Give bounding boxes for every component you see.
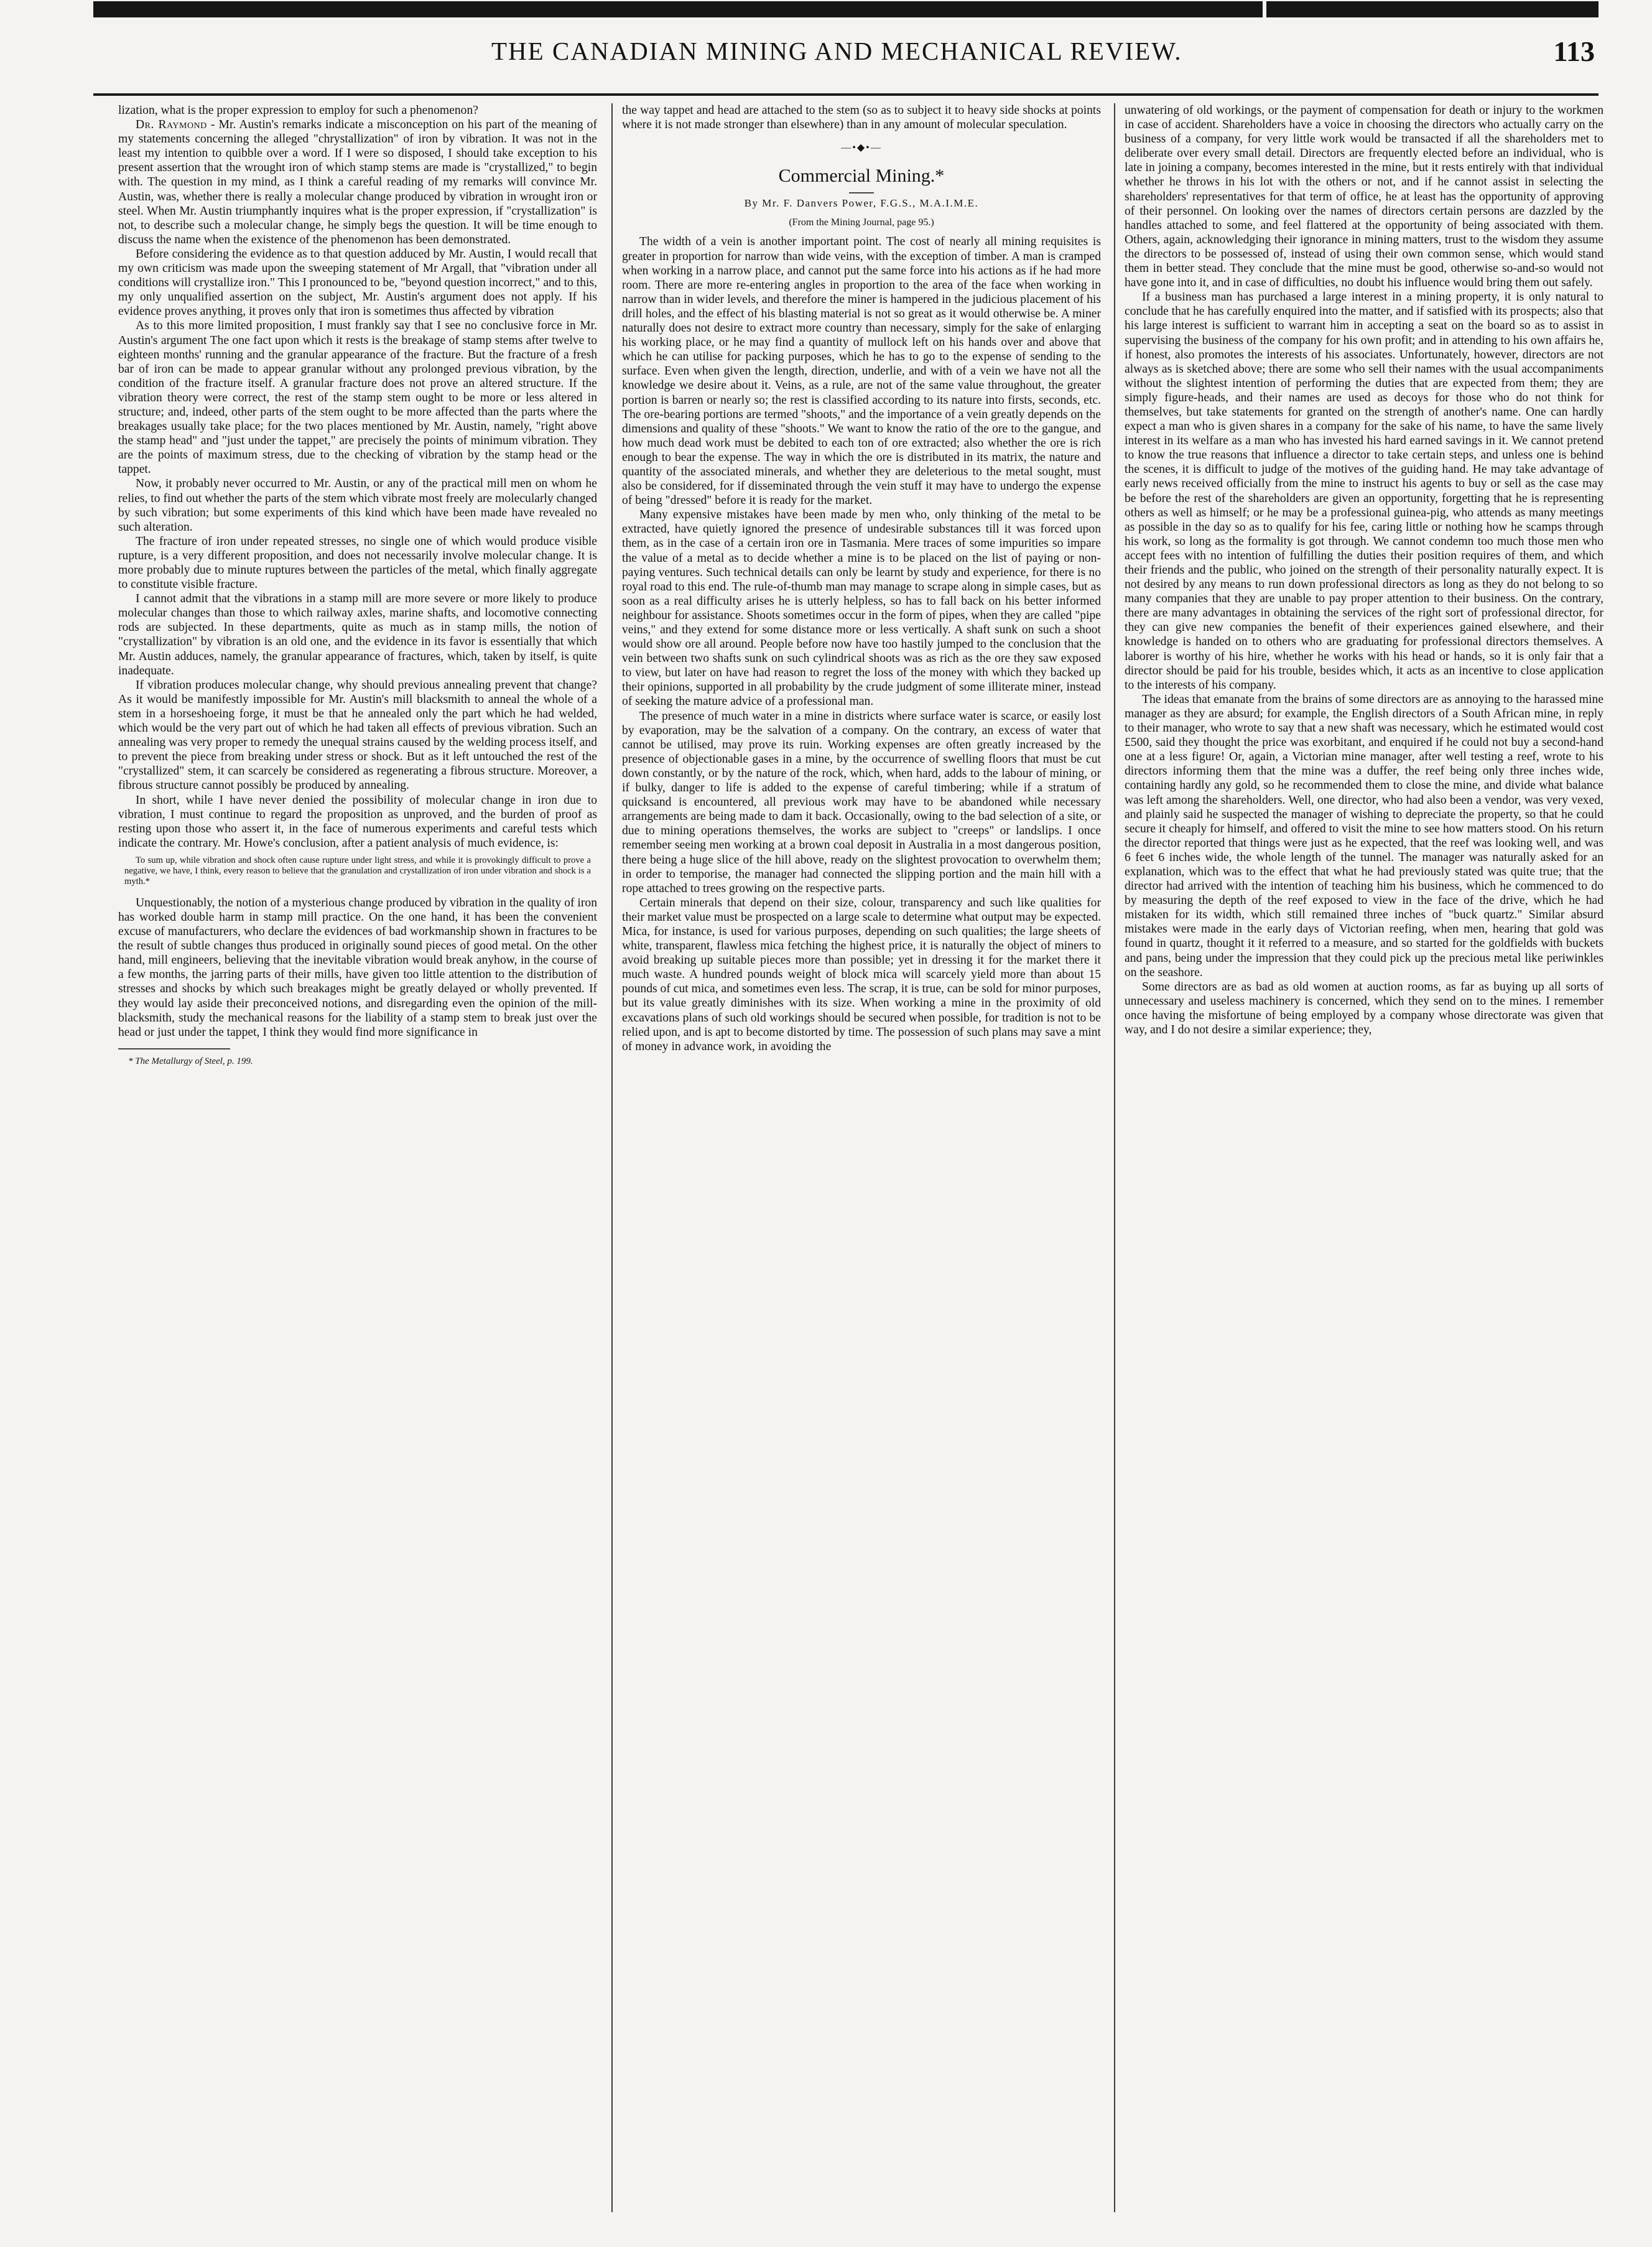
paragraph: I cannot admit that the vibrations in a stamp mill are more severe or more likely to produce molecular changes than those to which railway axles, marine shafts, and locomotive connecting rods are subjected. In these departments, quite as much as in stamp mills, the notion of "crystallization" by vibration is an old one, and the evidence in its favor is essentially that which Mr. Austin adduces, namely, the granular appearance of fractures, which, taken by itself, is quite inadequate. [118, 592, 597, 677]
paragraph: If vibration produces molecular change, why should previous annealing prevent that change? As it would be manifestly impossible for Mr. Austin's mill blacksmith to anneal the whole of a stem in a horseshoeing forge, it must be that he annealed only the part which he had welded, which would be the very part out of which he had taken all effects of previous vibration. Such an annealing was very proper to remedy the unequal strains caused by the welding process itself, and to prevent the piece from breaking under stress or shock. But as it left untouched the rest of the "crystallized" stem, it can scarcely be considered as regenerating a fibrous structure. Moreover, a fibrous structure cannot possibly be produced by annealing. [118, 678, 597, 793]
paragraph: the way tappet and head are attached to the stem (so as to subject it to heavy side shocks at points where it is not made stronger than elsewhere) than in any amount of molecular speculation. [622, 104, 1101, 132]
speaker-name: Dr. Raymond [136, 118, 207, 132]
paragraph: The width of a vein is another important point. The cost of nearly all mining requisites is greater in proportion for narrow than wide veins, with the exception of timber. A man is cramped when working in a narrow place, and cannot put the same force into his actions as if he had more room. There are more re-entering angles in proportion to the area of the face when working in narrow than in wider levels, and therefore the miner is hampered in the judicious placement of his drill holes, and the effect of his blasting material is not so great as it would otherwise be. A miner naturally does not desire to extract more country than necessary, simply for the sake of enlarging his working place, or he may find a quantity of mullock left on his hands over and above that which he can utilise for packing purposes, which he has to go to the expense of sending to the surface. Even when given the length, direction, underlie, and with of a vein we have not all the knowledge we desire about it. Veins, as a rule, are not of the same value throughout, the greater portion is barren or nearly so; the rest is classified according to its nature into firsts, seconds, etc. The ore-bearing portions are termed "shoots," and the importance of a vein greatly depends on the dimensions and quality of these "shoots." We want to know the ratio of the ore to the gangue, and how much dead work must be debited to each ton of ore extracted; also whether the ore is rich enough to bear the expense. The way in which the ore is distributed in its matrix, the nature and quantity of the associated minerals, and whether they are deleterious to the metal sought, must also be considered, for if disseminated through the vein stuff it may have to undergo the expense of being "dressed" before it is ready for the market. [622, 235, 1101, 508]
column-1 [118, 103, 597, 2209]
paragraph: Now, it probably never occurred to Mr. Austin, or any of the practical mill men on whom he relies, to find out whether the parts of the stem which vibrate most freely are molecularly changed by such vibration; but some experiments of this kind which have been made have revealed no such alteration. [118, 477, 597, 534]
paragraph: Some directors are as bad as old women at auction rooms, as far as buying up all sorts of unnecessary and useless machinery is concerned, which they send on to the mines. I remember once having the misfortune of being employed by a company whose directorate was given that way, and I do not desire a similar experience; they, [1125, 980, 1603, 1036]
top-border-bar [93, 1, 1599, 17]
page-header [93, 36, 1599, 80]
column-3 [1125, 103, 1603, 2212]
title-rule [849, 192, 874, 193]
paragraph: Many expensive mistakes have been made by men who, only thinking of the metal to be extracted, have quietly ignored the presence of undesirable substances till it was forced upon them, as in the case of a certain iron ore in Tasmania. Mere traces of some impurities so impare the value of a metal as to decide whether a mine is to be placed on the list of paying or non-paying ventures. Such technical details can only be learnt by study and experience, for there is no royal road to this end. The rule-of-thumb man may manage to scrape along in simple cases, but as soon as a real difficulty arises he is utterly helpless, so has to fall back on his better informed neighbour for assistance. Shoots sometimes occur in the form of pipes, when they are called "pipe veins," and they extend for some distance more or less vertically. A shaft sunk on such a shoot would show ore all around. People before now have too hastily jumped to the conclusion that the vein between two shafts sunk on such cylindrical shoots was as rich as the ore they saw exposed to view, but later on have had reason to regret the loss of the money with which they backed up their opinions, supported in all probability by the crude judgment of some illiterate miner, instead of seeking the mature advice of a professional man. [622, 508, 1101, 709]
paragraph [118, 118, 597, 247]
paragraph: The presence of much water in a mine in districts where surface water is scarce, or easily lost by evaporation, may be the salvation of a company. On the contrary, an excess of water that cannot be utilised, may prove its ruin. Working expenses are often greatly increased by the presence of objectionable gases in a mine, by the occurrence of swelling floors that must be cut down constantly, or by the nature of the rock, which, when hard, adds to the labour of mining, or if bulky, danger to life is added to the expense of careful timbering; while if a stratum of quicksand is encountered, all previous work may have to be abandoned while necessary arrangements are being made to dam it back. Occasionally, owing to the bad selection of a site, or due to mining operations themselves, the works are subject to "creeps" or landslips. I once remember seeing men working at a brown coal deposit in Australia in a most dangerous position, there being a huge slice of the hill above, ready on the slightest provocation to overwhelm them; in order to temporise, the manager had connected the slipping portion and the main hill with a rope attached to trees growing on the respective parts. [622, 709, 1101, 895]
paragraph: The ideas that emanate from the brains of some directors are as annoying to the harassed mine manager as they are absurd; for example, the English directors of a South African mine, in reply to their manager, who wrote to say that a new shaft was necessary, which he estimated would cost £500, said they thought the price was exorbitant, and enquired if he could not buy a second-hand one at a less figure! Or, again, a Victorian mine manager, after well testing a reef, wrote to his directors informing them that the mine was a duffer, the reef being only three inches wide, containing hardly any gold, so he recommended them to close the mine, and divide what balance was left among the shareholders. Well, one director, who had also been a vendor, was very vexed, and plainly said he suspected the manager of wishing to depreciate the property, so that he could secure it cheaply for himself, and offered to visit the mine to see how matters stood. On his return the director reported that things were just as he expected, that the reef was looking well, and was 6 feet 6 inches wide, the whole length of the tunnel. The manager was naturally asked for an explanation, which was to the effect that what he had previously stated was quite true; that the director had arrived with the intention of teaching him his business, which he commenced to do by measuring the depth of the reef exposed to view in the face of the drive, which he had mistaken for its width, which still remained three inches of "buck quartz." Similar absurd mistakes were made in the early days of Victorian reefing, when men, hearing that gold was found in quartz, thought it it referred to a measure, and so started for the goldfields with buckets and pans, being under the impression that they could pick up the precious metal like periwinkles on the seashore. [1125, 692, 1603, 979]
footnote: * The Metallurgy of Steel, p. 199. [128, 1056, 253, 1066]
paragraph: lization, what is the proper expression to employ for such a phenomenon? [118, 104, 478, 117]
header-rule [93, 93, 1599, 96]
column-2 [622, 103, 1101, 2212]
block-quote: To sum up, while vibration and shock often cause rupture under light stress, and while it is provokingly difficult to prove a negative, we have, I think, every reason to believe that the granulation and crystallization of iron under vibration and shock is a myth.* [124, 855, 591, 886]
running-title: THE CANADIAN MINING AND MECHANICAL REVIEW. [491, 37, 1182, 65]
paragraph: unwatering of old workings, or the payment of compensation for death or injury to the workmen in case of accident. Shareholders have a voice in choosing the directors who actually carry on the business of a company, for very little work would be transacted if all the shareholders met to deliberate over every small detail. Directors are frequently elected before an individual, who is late in joining a company, becomes interested in the mine, but it rests entirely with that individual whether he throws in his lot with the others or not, and if he cannot assist in selecting the shareholders' representatives for that term of office, he at least has the opportunity of approving of their personnel. On looking over the names of directors certain persons are dazzled by the handles attached to some, and feel flattered at the opportunity of being associated with them. Others, again, acknowledging their ignorance in mining matters, trust to the wisdom they assume the directors to be possessed of, instead of using their own common sense, which would stand them in better stead. They conclude that the mine must be good, otherwise so-and-so would not have gone into it, and in case of difficulties, no doubt his influence would bring them out safely. [1125, 104, 1603, 290]
article-title: Commercial Mining.* [778, 165, 945, 187]
source-note: (From the Mining Journal, page 95.) [789, 217, 934, 228]
byline: By Mr. F. Danvers Power, F.G.S., M.A.I.M.E. [744, 197, 979, 210]
paragraph: As to this more limited proposition, I must frankly say that I see no conclusive force in Mr. Austin's argument The one fact upon which it rests is the breakage of stamp stems after twelve to eighteen months' running and the granular appearance of the fracture. But the fracture of a fresh bar of iron can be made to appear granular without any prolonged previous vibration, by the condition of the fracture itself. A granular fracture does not prove an altered structure. If the vibration theory were correct, the rest of the stamp stem ought to be more or less altered in structure; and, indeed, other parts of the stem ought to be more affected than the parts where the breakages usually take place; for the two places mentioned by Mr. Austin, namely, "right above the stamp head" and "just under the tappet," are precisely the points of minimum vibration. They are the points of maximum stress, due to the checking of vibration by the stamp head or the tappet. [118, 319, 597, 477]
paragraph: In short, while I have never denied the possibility of molecular change in iron due to vibration, I must continue to regard the proposition as unproved, and the burden of proof as resting upon those who assert it, in the face of numerous experiments and careful tests which indicate the contrary. Mr. Howe's conclusion, after a patient analysis of much evidence, is: [118, 793, 597, 850]
section-divider: —•◆•— [841, 142, 882, 154]
paragraph: If a business man has purchased a large interest in a mining property, it is only natural to conclude that he has carefully enquired into the matter, and if satisfied with its prospects; also that his large interest is sufficient to warrant him in accepting a seat on the board so as to assist in supervising the business of the company for his own profit; and in attending to his own affairs he, if honest, also promotes the interests of his associates. Unfortunately, however, directors are not always as is sketched above; there are some who sell their names with the usual accompaniments without the slightest intention of performing the duties that are expected from them; they are simply figure-heads, and their names are used as decoys for those who do not think for themselves, but take statements for granted on the strength of another's name. One can hardly expect a man who is given shares in a company for the sake of his name, to have the same lively interest in its welfare as a man who has invested his hard earned savings in it. We cannot pretend to know the true reasons that influence a director to take certain steps, and unless one is behind the scenes, it is difficult to judge of the motives of the guiding hand. He may take advantage of early news received officially from the mine to instruct his agents to buy or sell as the case may be before the rest of the shareholders are given an opportunity, forgetting that he is representing others as well as himself; or he may be a professional guinea-pig, who attends as many meetings as possible in the day so as to qualify for his fee, caring little or nothing how he scamps through his work, so long as the formality is got through. We cannot condemn too much those men who accept fees with no intention of fulfilling the duties their position requires of them, and which their friends and the public, who joined on the strength of their personality naturally expect. It is not desired by any means to run down professional directors as long as they do not belong to so many companies that they are unable to pay proper attention to their business. On the contrary, there are many advantages in obtaining the services of the right sort of professional director, for they can give new companies the benefit of their experiences gained elsewhere, and their knowledge is handed on to others who are graduating for professional directors themselves. A laborer is worthy of his hire, whether he works with his head or hands, so it is only fair that a director should be paid for his trouble, besides which, it acts as an incentive to close application to the interests of his company. [1125, 291, 1603, 692]
column-divider-1 [611, 103, 613, 2212]
footnote-rule [118, 1048, 230, 1049]
page-number: 113 [1553, 35, 1595, 67]
column-divider-2 [1114, 103, 1115, 2212]
paragraph-text: - Mr. Austin's remarks indicate a misconception on his part of the meaning of my statements concerning the alleged "chrystallization" of iron by vibration. It was not in the least my intention to quibble over a word. If I were so disposed, I should take exception to his present assertion that the wrought iron of which stamp stems are made is "crystallized," to begin with. The question in my mind, as I think a careful reading of my remarks will convince Mr. Austin, was, whether there is really a molecular change produced by vibration in wrought iron or steel. When Mr. Austin triumphantly inquires what is the proper expression, if "crystallization" is not, to describe such a molecular change, he simply begs the question. It will be time enough to discuss the name when the existence of the phenomenon has been demonstrated. [118, 118, 597, 246]
paragraph: Unquestionably, the notion of a mysterious change produced by vibration in the quality of iron has worked double harm in stamp mill practice. On the one hand, it has been the convenient excuse of manufacturers, who declare the evidences of bad workmanship shown in fractures to be the result of subtle changes thus produced in originally sound pieces of good metal. On the other hand, mill engineers, believing that the inevitable vibration would break anyhow, in the course of a few months, the jarring parts of their mills, have given too little attention to the distribution of stresses and shocks by which such breakages might be greatly delayed or wholly prevented. If they would lay aside their preconceived notions, and disregarding even the opinion of the mill-blacksmith, study the mechanical reasons for the liability of a stamp stem to break just over the head or just under the tappet, I think they would find more significance in [118, 896, 597, 1039]
paragraph: The fracture of iron under repeated stresses, no single one of which would produce visible rupture, is a very different proposition, and does not necessarily involve molecular change. It is more probably due to minute ruptures between the particles of the metal, which finally aggregate to constitute visible fracture. [118, 534, 597, 592]
paragraph: Certain minerals that depend on their size, colour, transparency and such like qualities for their market value must be prospected on a large scale to determine what output may be expected. Mica, for instance, is used for various purposes, depending on such qualities; the large sheets of white, transparent, flawless mica fetching the highest price, it is naturally the object of miners to avoid breaking up suitable pieces more than possible; yet in dressing it for the market there it much waste. A hundred pounds weight of block mica will scarcely yield more than about 15 pounds of cut mica, and sometimes even less. The scrap, it is true, can be sold for minor purposes, but its value greatly diminishes with its size. When working a mine in the proximity of old excavations plans of such old workings should be secured when possible, for tradition is not to be relied upon, and is apt to become distorted by time. The possession of such plans may save a mint of money in advance work, in avoiding the [622, 896, 1101, 1053]
paragraph: Before considering the evidence as to that question adduced by Mr. Austin, I would recall that my own criticism was made upon the sweeping statement of Mr Argall, that "vibration under all conditions will crystallize iron." This I pronounced to be, "beyond question incorrect," and to this, my only unqualified assertion on the subject, Mr. Austin's argument does not apply. If his evidence proves anything, it proves only that iron is sometimes thus affected by vibration [118, 247, 597, 319]
top-border-notch [1263, 1, 1266, 17]
